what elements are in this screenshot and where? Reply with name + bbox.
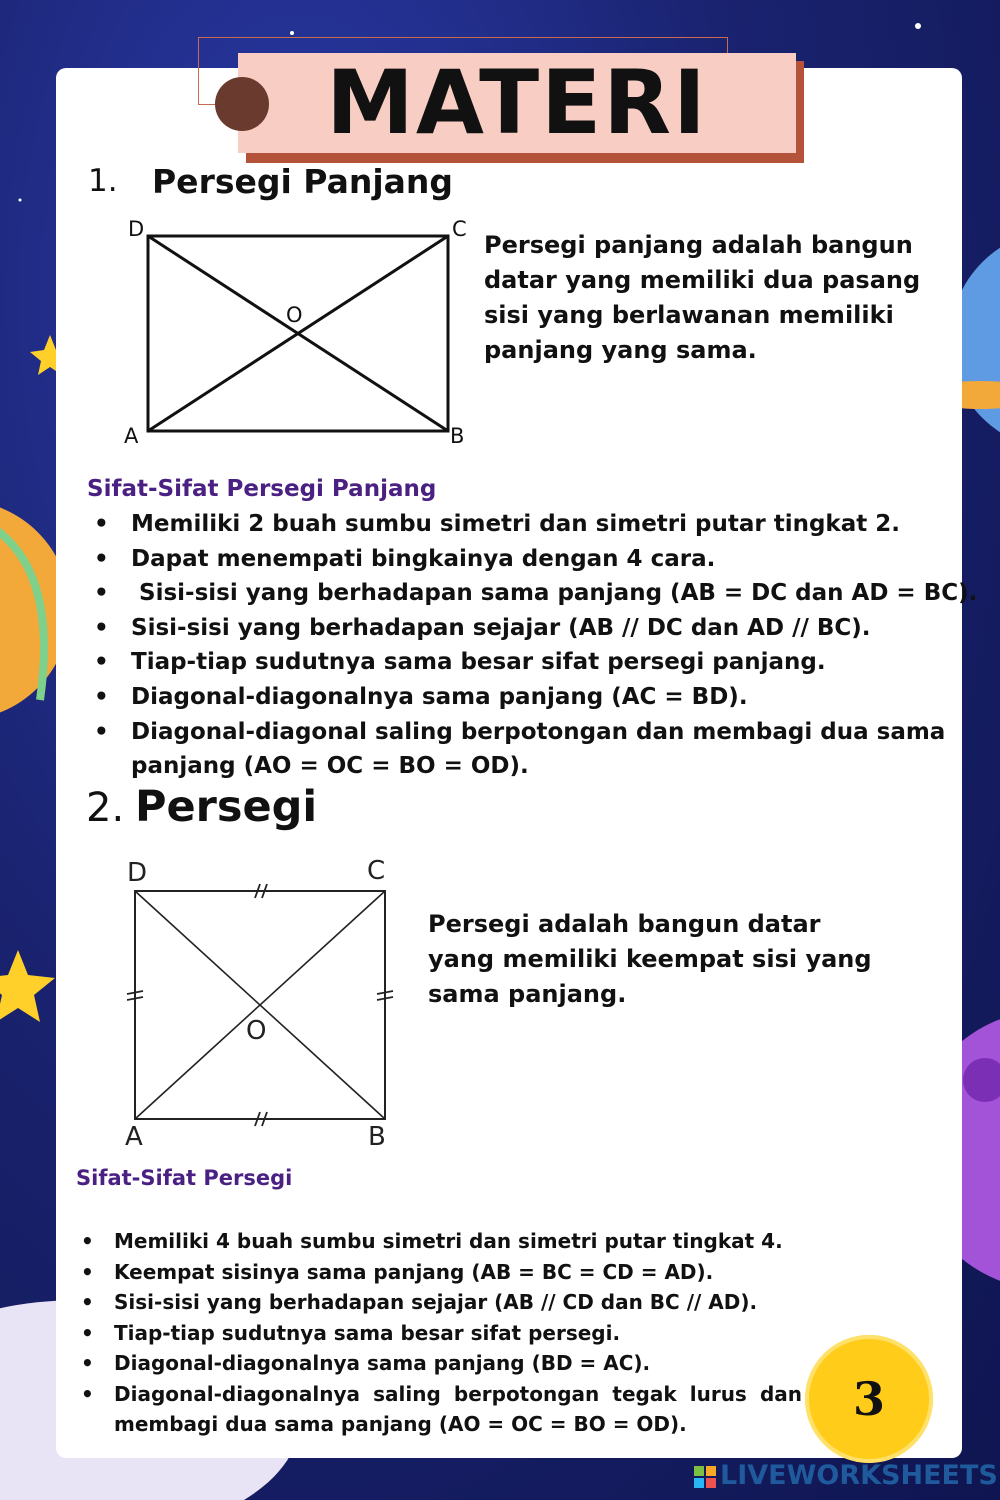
section1-properties-list (86, 507, 978, 784)
list-item: • Keempat sisinya sama panjang (AB = BC = CD = AD). (78, 1257, 802, 1288)
section2-properties-list (78, 1226, 802, 1440)
square-diagram (115, 852, 405, 1152)
square-label-c: C (367, 856, 386, 886)
list-item: • Diagonal-diagonalnya sama panjang (BD = AC). (78, 1348, 802, 1379)
liveworksheets-brand[interactable] (694, 1460, 998, 1492)
list-item: • Tiap-tiap sudutnya sama besar sifat persegi. (78, 1318, 802, 1349)
liveworksheets-text: LIVEWORKSHEETS (720, 1460, 998, 1491)
rectangle-diagram (120, 212, 470, 448)
star-left (0, 950, 55, 1022)
list-item: • Diagonal-diagonal saling berpotongan dan membagi dua sama panjang (AO = OC = BO = OD). (86, 715, 956, 784)
rect-label-b: B (450, 424, 465, 448)
section2-description: Persegi adalah bangun datar yang memiliki keempat sisi yang sama panjang. (428, 910, 872, 1008)
rect-label-o: O (286, 303, 303, 327)
list-item: • Memiliki 2 buah sumbu simetri dan simetri putar tingkat 2. (86, 507, 956, 542)
rect-label-d: D (128, 217, 145, 241)
section1-description: Persegi panjang adalah bangun datar yang memiliki dua pasang sisi yang berlawanan memiliki panjang yang sama. (484, 231, 921, 364)
list-item: • Sisi-sisi yang berhadapan sama panjang (AB = DC dan AD = BC). (86, 576, 956, 611)
list-item: • Sisi-sisi yang berhadapan sejajar (AB // DC dan AD // BC). (86, 611, 956, 646)
section1-number: 1. (88, 163, 118, 199)
section2-title: Persegi (135, 782, 318, 832)
rect-label-a: A (124, 424, 139, 448)
list-item: • Memiliki 4 buah sumbu simetri dan simetri putar tingkat 4. (78, 1226, 802, 1257)
list-item: • Diagonal-diagonalnya sama panjang (AC = BD). (86, 680, 956, 715)
square-label-o: O (246, 1016, 267, 1046)
liveworksheets-logo-icon (694, 1466, 716, 1488)
page-title: MATERI (326, 51, 708, 154)
page-number: 3 (852, 1372, 885, 1426)
list-item: • Sisi-sisi yang berhadapan sejajar (AB // CD dan BC // AD). (78, 1287, 802, 1318)
square-label-b: B (368, 1122, 386, 1152)
section2-number: 2. (86, 785, 125, 831)
section1-title: Persegi Panjang (152, 162, 454, 201)
list-item: • Diagonal-diagonalnya saling berpotongan tegak lurus dan membagi dua sama panjang (AO = OC = BO = OD). (78, 1379, 802, 1440)
section1-properties-title: Sifat-Sifat Persegi Panjang (87, 476, 437, 502)
square-label-a: A (125, 1122, 143, 1152)
rect-label-c: C (452, 217, 467, 241)
section2-properties-title: Sifat-Sifat Persegi (76, 1166, 293, 1190)
list-item: • Tiap-tiap sudutnya sama besar sifat persegi panjang. (86, 645, 956, 680)
square-label-d: D (127, 858, 148, 888)
list-item: • Dapat menempati bingkainya dengan 4 cara. (86, 542, 956, 577)
